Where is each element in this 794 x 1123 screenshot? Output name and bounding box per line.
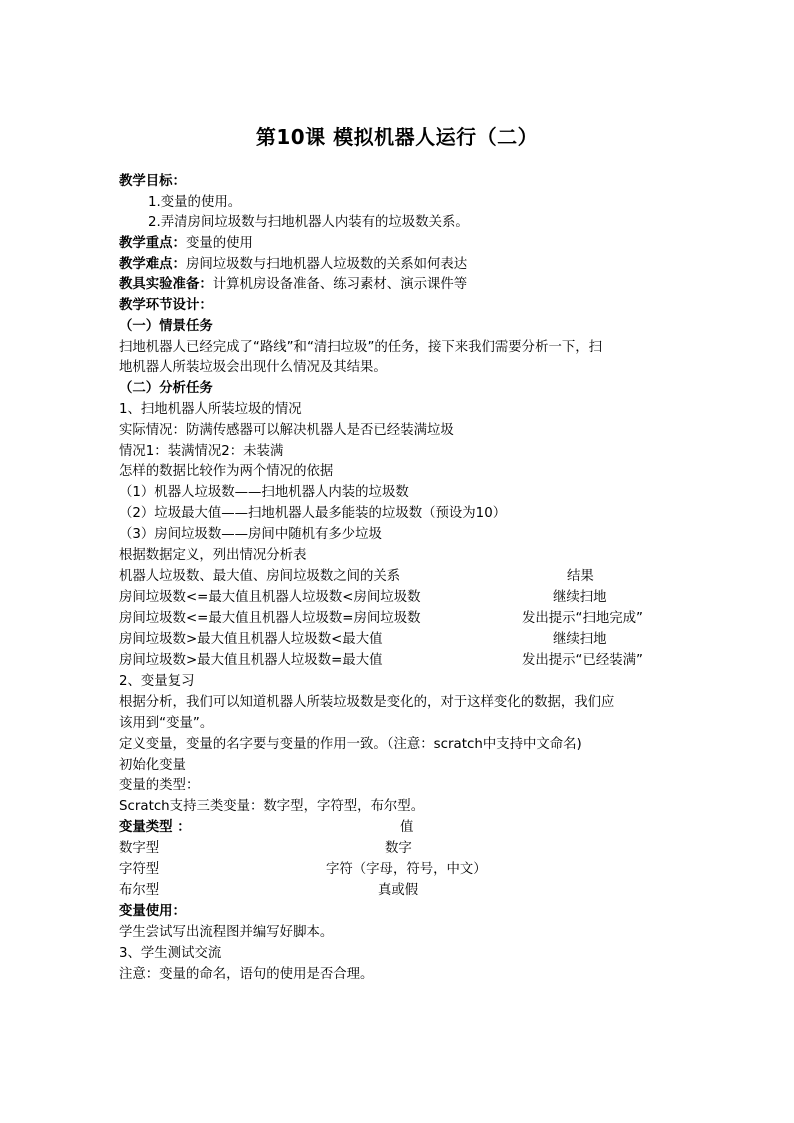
analysis-row-result: 发出提示“扫地完成” <box>522 611 643 626</box>
difficulty-label: 教学难点： <box>119 257 186 272</box>
section1-paragraph: 扫地机器人已经完成了“路线”和“清扫垃圾”的任务，接下来我们需要分析一下，扫 <box>119 340 603 355</box>
objective-item: 1.变量的使用。 <box>148 195 242 210</box>
subsection-heading: 3、学生测试交流 <box>119 946 222 961</box>
basis-line: 怎样的数据比较作为两个情况的依据 <box>119 464 334 479</box>
objective-item: 2.弄清房间垃圾数与扫地机器人内装有的垃圾数关系。 <box>148 215 469 230</box>
type-table-row-type: 布尔型 <box>119 883 160 898</box>
cases-line: 情况1：装满情况2：未装满 <box>119 444 284 459</box>
analysis-row-result: 继续扫地 <box>553 590 607 605</box>
type-table-row-type: 数字型 <box>119 841 160 856</box>
analysis-row-relation: 房间垃圾数<=最大值且机器人垃圾数=房间垃圾数 <box>119 611 421 626</box>
analysis-row-result: 发出提示“已经装满” <box>522 653 643 668</box>
type-table-row-value: 数字 <box>385 841 412 856</box>
preparation-line <box>119 275 467 295</box>
init-variable-line: 初始化变量 <box>119 758 186 773</box>
definition-item: （3）房间垃圾数——房间中随机有多少垃圾 <box>119 527 382 542</box>
preparation-label: 教具实验准备： <box>119 277 213 292</box>
type-table-row-value: 真或假 <box>378 883 419 898</box>
key-point-text: 变量的使用 <box>185 236 253 251</box>
analysis-row-relation: 房间垃圾数>最大值且机器人垃圾数=最大值 <box>119 653 383 668</box>
definition-item: （2）垃圾最大值——扫地机器人最多能装的垃圾数（预设为10） <box>119 506 507 521</box>
type-table-header-value: 值 <box>400 820 414 835</box>
usage-label: 变量使用： <box>119 904 186 919</box>
subsection-heading: 2、变量复习 <box>119 674 195 689</box>
preparation-text: 计算机房设备准备、练习素材、演示课件等 <box>212 277 468 292</box>
variable-types-label: 变量的类型： <box>119 778 200 793</box>
variable-types-desc: Scratch支持三类变量：数字型，字符型，布尔型。 <box>119 799 425 814</box>
usage-text: 学生尝试写出流程图并编写好脚本。 <box>119 925 334 940</box>
analysis-header-result: 结果 <box>567 569 594 584</box>
actual-situation: 实际情况：防满传感器可以解决机器人是否已经装满垃圾 <box>119 423 454 438</box>
review-paragraph: 根据分析，我们可以知道机器人所装垃圾数是变化的，对于这样变化的数据，我们应 <box>119 695 615 710</box>
section1-heading: （一）情景任务 <box>119 319 213 334</box>
subsection-heading: 1、扫地机器人所装垃圾的情况 <box>119 402 302 417</box>
definition-item: （1）机器人垃圾数——扫地机器人内装的垃圾数 <box>119 485 409 500</box>
section1-paragraph: 地机器人所装垃圾会出现什么情况及其结果。 <box>119 360 387 375</box>
analysis-header-relation: 机器人垃圾数、最大值、房间垃圾数之间的关系 <box>119 569 401 584</box>
objectives-label: 教学目标： <box>119 174 186 189</box>
section2-heading: （二）分析任务 <box>119 381 213 396</box>
define-variable-line: 定义变量，变量的名字要与变量的作用一致。（注意：scratch中支持中文命名) <box>119 737 582 752</box>
analysis-row-relation: 房间垃圾数>最大值且机器人垃圾数<最大值 <box>119 632 383 647</box>
difficulty-text: 房间垃圾数与扫地机器人垃圾数的关系如何表达 <box>185 257 468 272</box>
note-line: 注意：变量的命名，语句的使用是否合理。 <box>119 967 374 982</box>
design-label: 教学环节设计： <box>119 298 213 313</box>
review-paragraph: 该用到“变量”。 <box>119 716 214 731</box>
analysis-row-result: 继续扫地 <box>553 632 607 647</box>
type-table-row-type: 字符型 <box>119 862 160 877</box>
page-title: 第10课 模拟机器人运行（二） <box>255 125 539 149</box>
difficulty-line <box>119 255 467 275</box>
key-point-label: 教学重点： <box>119 236 186 251</box>
analysis-row-relation: 房间垃圾数<=最大值且机器人垃圾数<房间垃圾数 <box>119 590 421 605</box>
type-table-row-value: 字符（字母，符号，中文） <box>326 862 487 877</box>
table-intro: 根据数据定义，列出情况分析表 <box>119 548 307 563</box>
key-point-line <box>119 234 253 254</box>
type-table-header-type: 变量类型 ： <box>119 820 191 835</box>
